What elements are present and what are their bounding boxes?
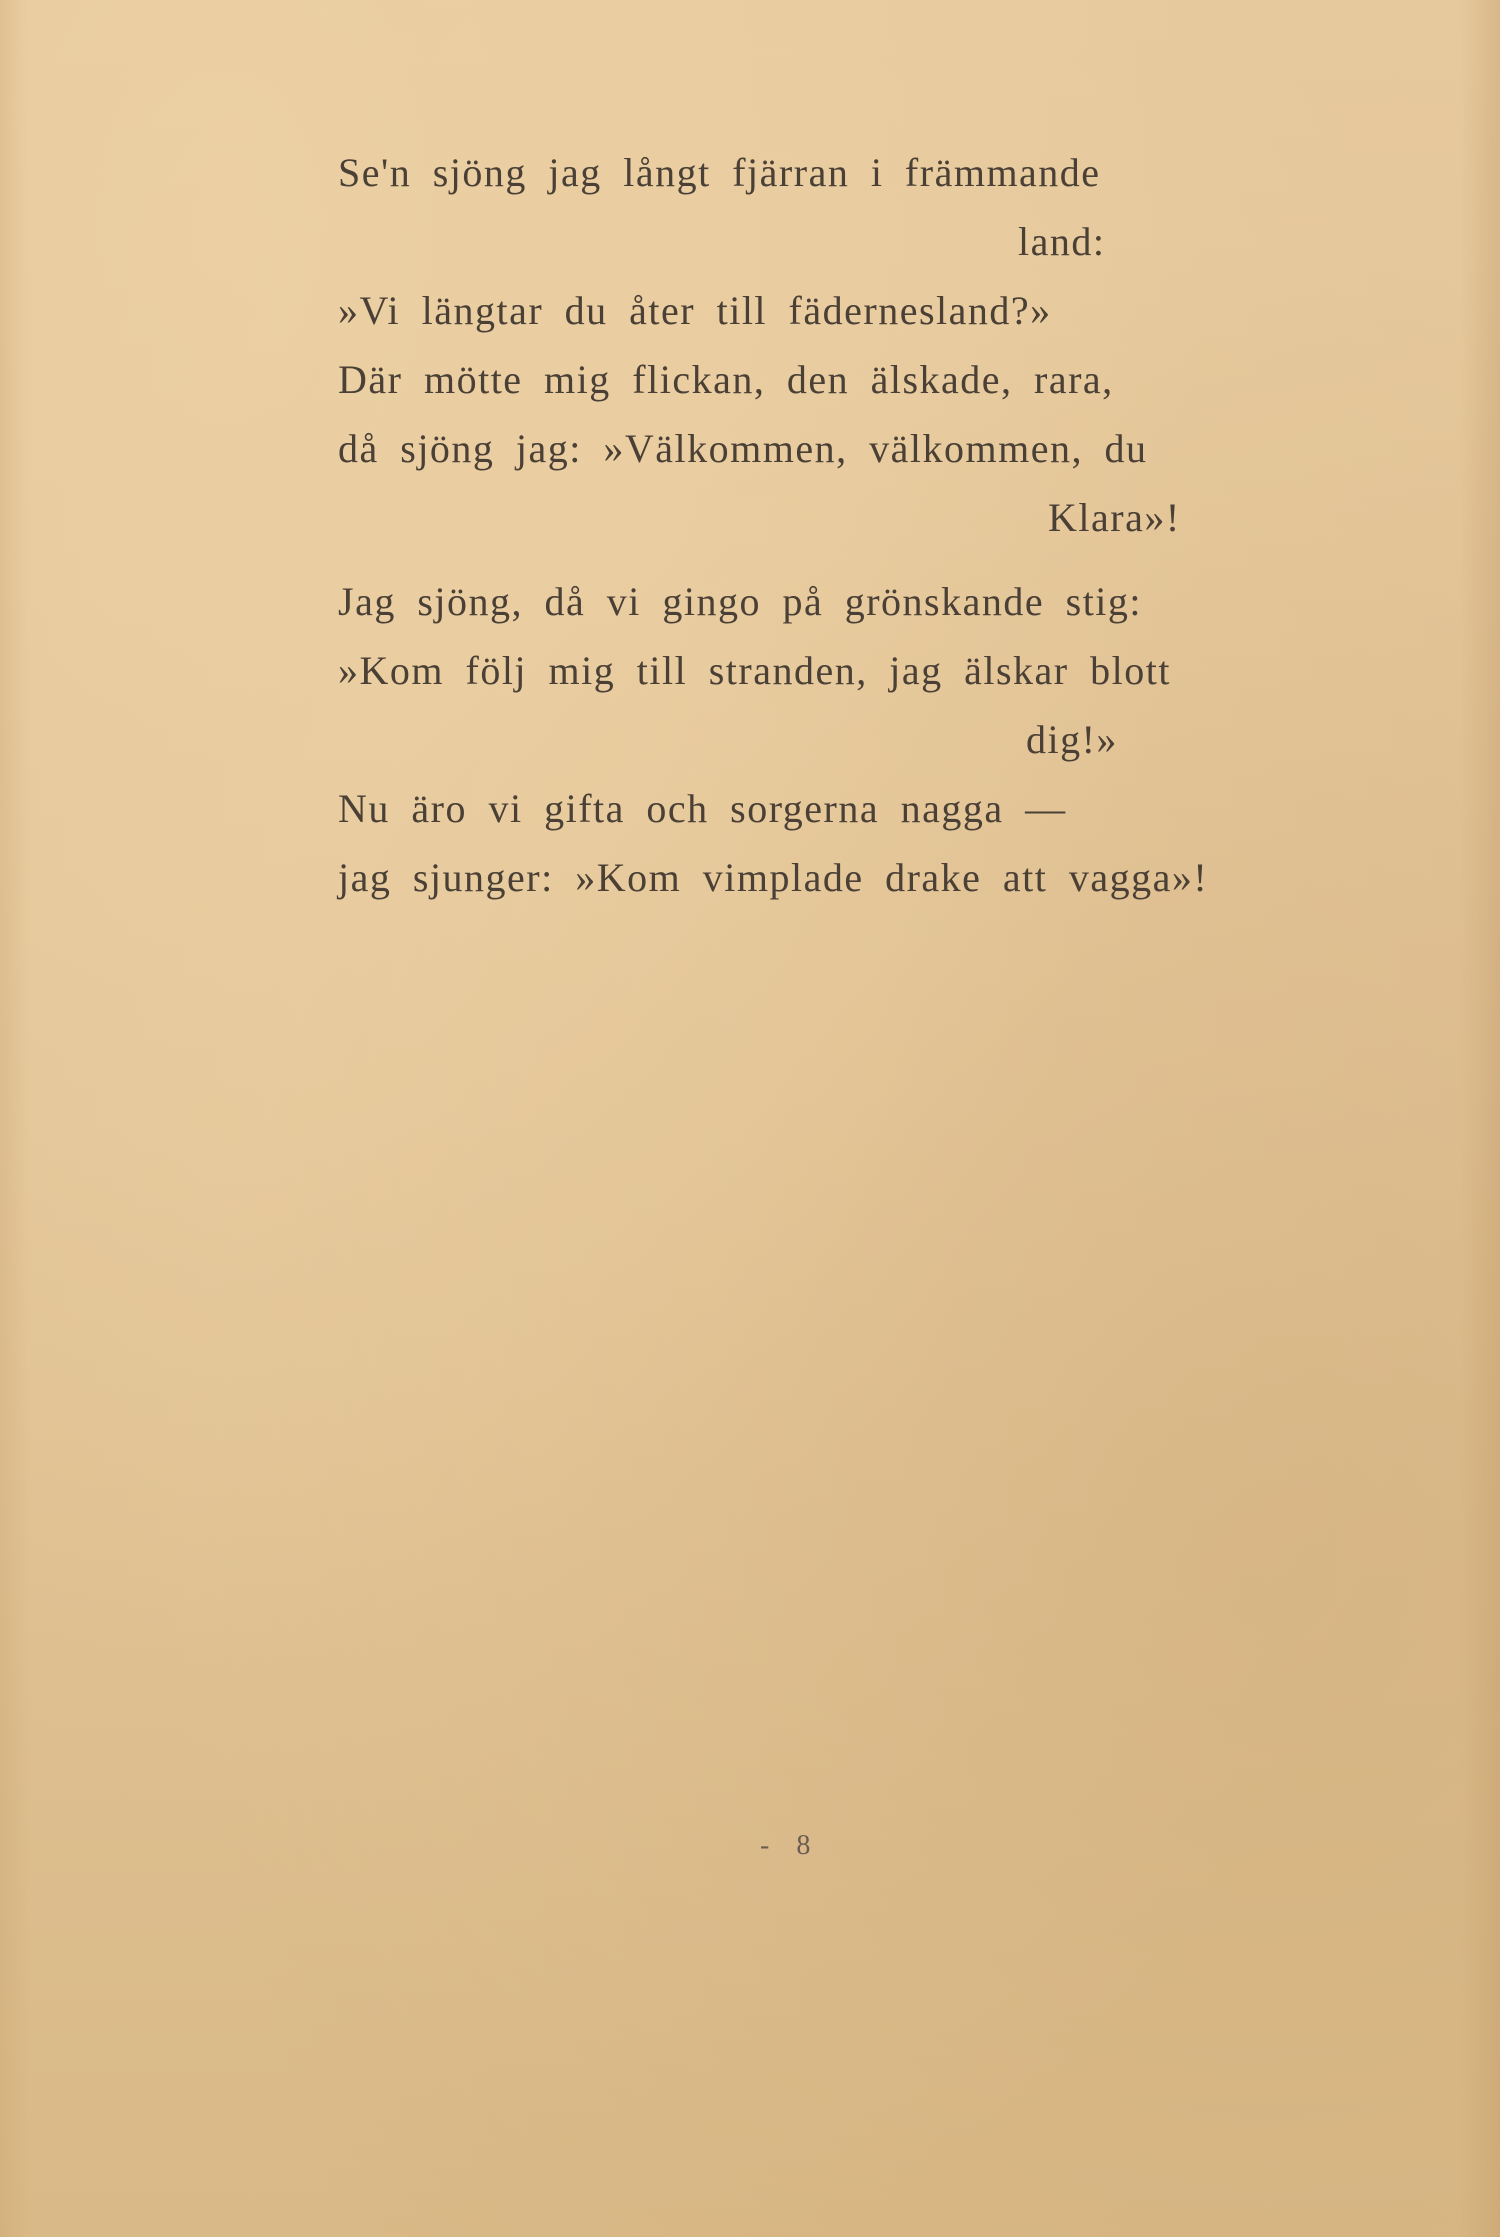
stanza-divider: [338, 552, 1298, 567]
poem-line: Nu äro vi gifta och sorgerna nagga —: [338, 786, 1067, 831]
poem-line: dig!»: [1026, 717, 1118, 762]
stanza-1: [338, 138, 1298, 552]
poem-line: Klara»!: [1048, 495, 1181, 540]
poem-line: jag sjunger: »Kom vimplade drake att vagga»!: [338, 855, 1209, 900]
poem-line: »Vi längtar du åter till fädernesland?»: [338, 288, 1052, 333]
poem-line: Där mötte mig flickan, den älskade, rara,: [338, 357, 1114, 402]
page-edge-right: [1460, 0, 1500, 2237]
poem-line: Se'n sjöng jag långt fjärran i främmande: [338, 150, 1101, 195]
page-edge-left: [0, 0, 30, 2237]
poem-line: land:: [1018, 219, 1106, 264]
poem-line: Jag sjöng, då vi gingo på grönskande stig:: [338, 579, 1143, 624]
poem-text: [338, 138, 1298, 912]
poem-line: »Kom följ mig till stranden, jag älskar blott: [338, 648, 1171, 693]
stanza-2: [338, 567, 1298, 912]
poem-line: då sjöng jag: »Välkommen, välkommen, du: [338, 426, 1148, 471]
page-number: - 8: [760, 1830, 821, 1861]
